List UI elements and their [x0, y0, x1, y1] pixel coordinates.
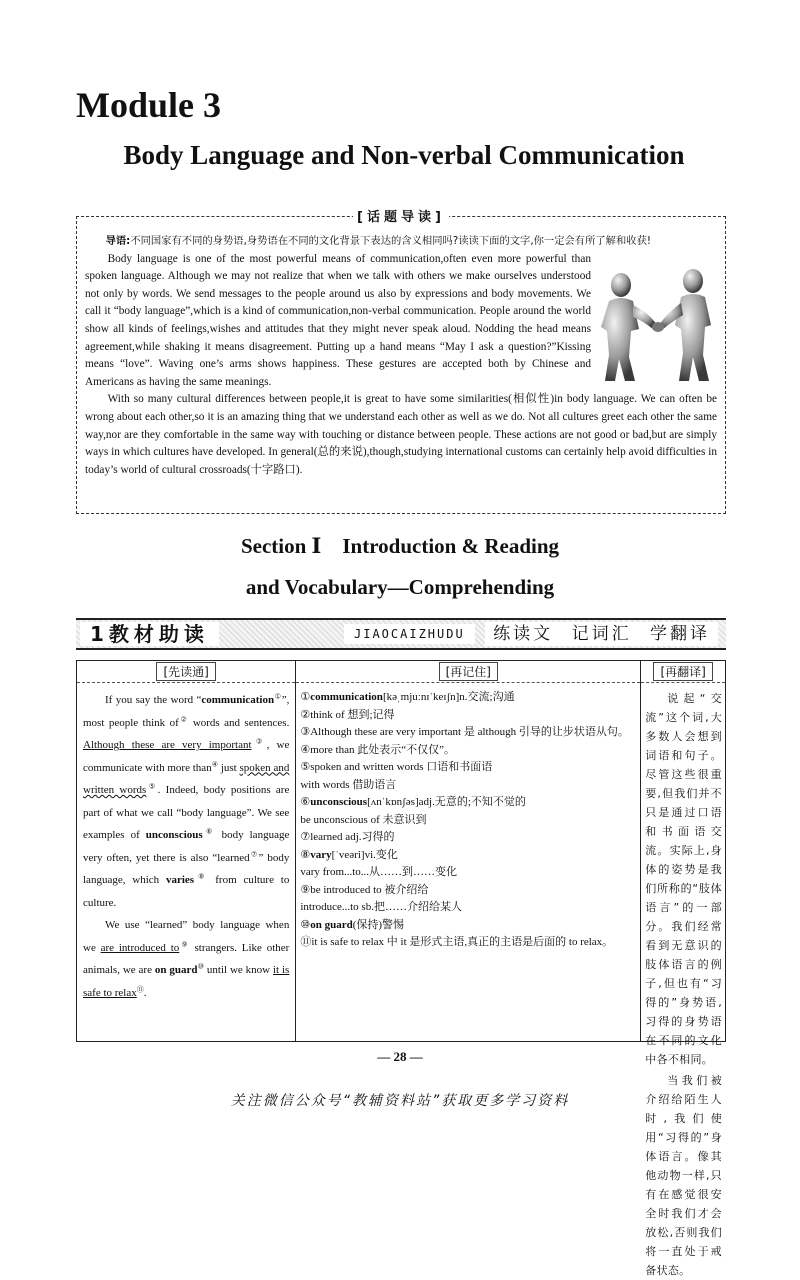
memorize-column — [296, 661, 641, 1041]
topic-guide-label: [话题导读] — [353, 206, 449, 225]
topic-paragraph-1: Body language is one of the most powerful means of communication,often even more powerful than spoken language. Although we may not realize that when we talk with others we make ourselves understood not only by words. We send messages to the people around us also by expressions and body movements. We call it “body language”,which is a kind of communication,non-verbal communication. People around the world show all kinds of feelings,wishes and attitudes that they might never speak aloud. Nodding the head means agreement,while shaking it means disagreement. Putting up a hand means “May I ask a question?”Kissing means “love”. Waving one’s arms shows happiness. These gestures are accepted both by Chinese and Americans as having the same meanings. — [85, 252, 591, 388]
note-8c: vary from...to...从……到……变化 — [300, 866, 458, 878]
translate-column-header — [641, 661, 725, 683]
section-title-line2: and Vocabulary—Comprehending — [245, 575, 555, 599]
note-5a: ⑤spoken and written words 口语和书面语 — [300, 761, 493, 773]
memorize-column-label: [再记住] — [439, 662, 498, 681]
note-4: ④more than 此处表示“不仅仅”。 — [300, 743, 455, 756]
note-11: ⑪it is safe to relax 中 it 是形式主语,真正的主语是后面的 to relax。 — [300, 936, 614, 948]
topic-lead — [85, 233, 717, 251]
translation-paragraph-1: 说起“交流”这个词,大多数人会想到词语和句子。尽管这些很重要,但我们并不只是通过口语和书面语交流。实际上,身体的姿势是我们所称的“肢体语言”的一部分。我们经常看到无意识的肢体语言的例子,但也有“习得的”身势语,习得的身势语在不同的文化中各不相同。 — [645, 692, 722, 1066]
passage-paragraph-1: If you say the word “communication①”, most people think of② words and sentences. Although these are very important③, we communicate with more than④ just spoken and written words⑤. Indeed, body positions are part of what we call “body language”. We see examples of unconscious⑥ body language very often, yet there is also “learned⑦” body language, which varies⑧ from culture to culture. — [83, 692, 290, 909]
read-column-body — [77, 683, 295, 1004]
lead-text: 不同国家有不同的身势语,身势语在不同的文化背景下表达的含义相同吗?读读下面的文字,你一定会有所了解和收获! — [130, 235, 651, 247]
note-6c: be unconscious of 未意识到 — [300, 813, 427, 826]
memorize-column-body — [296, 683, 640, 952]
translate-column-body — [641, 683, 725, 1280]
read-column-label: [先读通] — [156, 662, 215, 681]
note-7: ⑦learned adj.习得的 — [300, 831, 395, 843]
topic-guide-box — [76, 210, 726, 514]
note-5b: with words 借助语言 — [300, 778, 397, 791]
note-10: ⑩on guard(保持)警惕 — [300, 918, 405, 931]
note-9a: ⑨be introduced to 被介绍给 — [300, 883, 429, 896]
note-3: ③Although these are very important 是 although 引导的让步状语从句。 — [300, 726, 629, 738]
passage-paragraph-2: We use “learned” body language when we are introduced to⑨ strangers. Like other animals, we are on guard⑩ until we know it is safe to relax⑪. — [83, 919, 290, 999]
note-1: ①communication[kəˌmjuːnɪˈkeɪʃn]n.交流;沟通 — [300, 691, 515, 703]
topic-guide-content — [85, 233, 717, 479]
note-9b: introduce...to sb.把……介绍给某人 — [300, 901, 462, 913]
translate-column — [641, 661, 725, 1277]
textbook-guide-banner — [76, 618, 726, 650]
handshake-figure-icon — [599, 267, 717, 385]
topic-paragraph-2: With so many cultural differences between people,it is great to have some similarities(相似性)in body language. We can often be wrong about each other,so it is an amazing thing that we understand each other as well as we do. Not all cultures greet each other the same way,nor are they comfortable in the same way with touching or distance between people. These actions are not good or bad,but are simply ways in which cultures have developed. In general(总的来说),though,studying international customs can certainly help avoid difficulties in today’s world of cultural crossroads(十字路口). — [85, 393, 717, 476]
module-subtitle: Body Language and Non-verbal Communication — [123, 140, 685, 170]
banner-main-title: 1教材助读 — [80, 622, 219, 646]
translate-column-label: [再翻译] — [653, 662, 712, 681]
banner-slogan: 练读文 记词汇 学翻译 — [485, 622, 718, 646]
translation-paragraph-2: 当我们被介绍给陌生人时,我们使用“习得的”身体语言。像其他动物一样,只有在感觉很安全时我们才会放松,否则我们将一直处于戒备状态。 — [645, 1074, 722, 1277]
note-8: ⑧vary[ˈveəri]vi.变化 — [300, 848, 398, 861]
handshake-figure-svg — [599, 267, 717, 385]
memorize-column-header — [296, 661, 640, 683]
note-2: ②think of 想到;记得 — [300, 708, 395, 721]
read-column — [77, 661, 296, 1041]
section-title-line1: Section Ⅰ Introduction & Reading — [240, 534, 560, 558]
lead-label: 导语: — [105, 235, 131, 247]
footer-watermark: 关注微信公众号“教辅资料站”获取更多学习资料 — [230, 1093, 570, 1109]
note-6: ⑥unconscious[ʌnˈkɒnʃəs]adj.无意的;不知不觉的 — [300, 796, 526, 808]
module-title: Module 3 — [76, 85, 222, 125]
page-number: — 28 — — [377, 1049, 423, 1064]
banner-pinyin: JIAOCAIZHUDU — [344, 624, 475, 644]
read-column-header — [77, 661, 295, 683]
